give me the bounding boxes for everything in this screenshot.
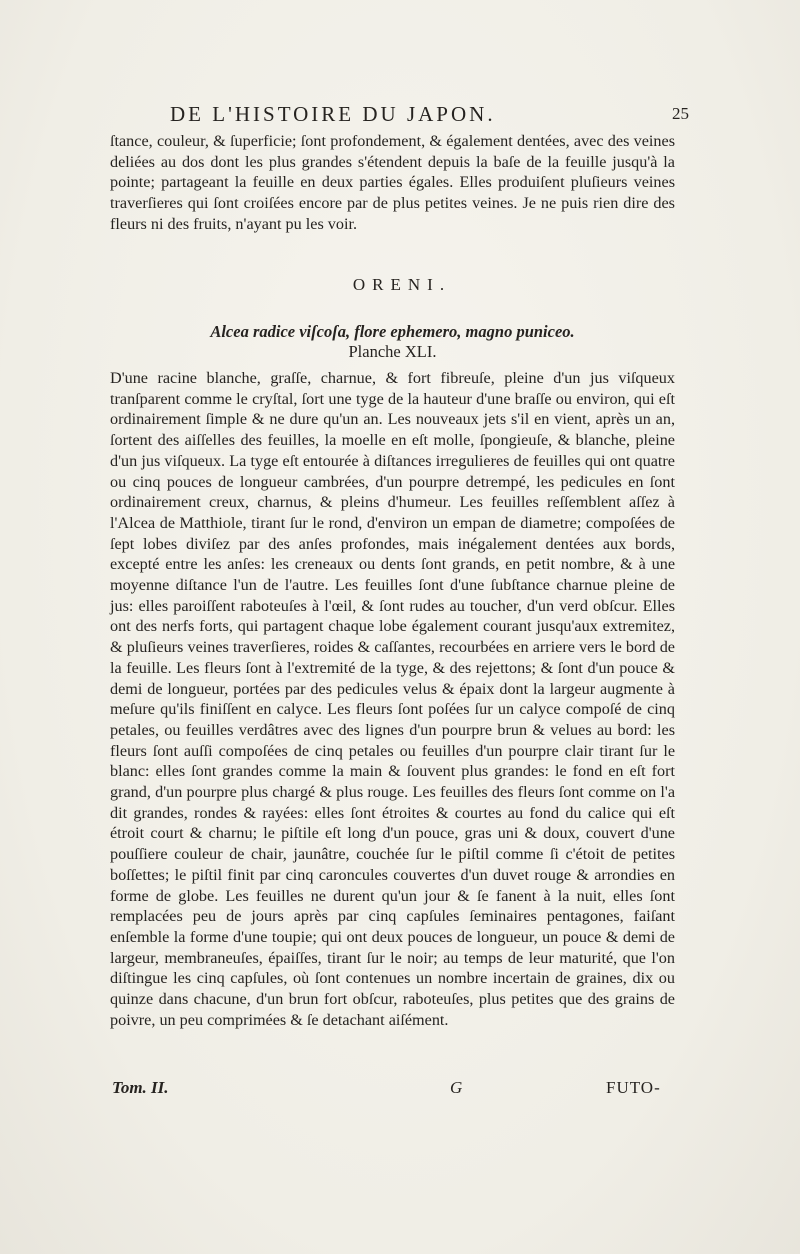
running-head [0,102,800,132]
continued-paragraph: ſtance, couleur, & ſuperficie; ſont profondement, & également dentées, avec des veines deliées au dos dont les plus grandes s'étendent depuis la baſe de la feuille jusqu'à la pointe; partageant la feuille en deux parties égales. Elles produiſent pluſieurs veines traverſieres qui ſont croiſées encore par de plus petites veines. Je ne puis rien dire des fleurs ni des fruits, n'ayant pu les voir. [110,132,675,233]
description-paragraph: D'une racine blanche, graſſe, charnue, & fort fibreuſe, pleine d'un jus viſqueux tranſparent comme le cryſtal, ſort une tyge de la hauteur d'une braſſe ou environ, qui eſt ordinairement ſimple & ne dure qu'un an. Les nouveaux jets s'il en vient, après un an, ſortent des aiſſelles des feuilles, la moelle en eſt molle, ſpongieuſe, & blanche, pleine d'un jus viſqueux. La tyge eſt entourée à diſtances irregulieres de feuilles qui ont quatre ou cinq pouces de longueur cambrées, d'un pourpre detrempé, les pedicules en ſont ordinairement creux, charnus, & pleins d'humeur. Les feuilles reſſemblent aſſez à l'Alcea de Matthiole, tirant ſur le rond, d'environ un empan de diametre; compoſées de ſept lobes diviſez par des anſes profondes, mais inégalement dentées aux bords, excepté entre les anſes: les creneaux ou dents ſont grands, en petit nombre, & à une moyenne diſtance l'un de l'autre. Les feuilles ſont d'une ſubſtance charnue pleine de jus: elles paroiſſent raboteuſes à l'œil, & ſont rudes au toucher, d'un verd obſcur. Elles ont des nerfs forts, qui partagent chaque lobe également courant jusqu'aux extremitez, & pluſieurs veines traverſieres, roides & caſſantes, recourbées en arriere vers le bord de la feuille. Les fleurs ſont à l'extremité de la tyge, & des rejettons; & ſont d'un pouce & demi de longueur, portées par des pedicules velus & épaix dont la largeur augmente à meſure qu'ils finiſſent en calyce. Les fleurs ſont poſées ſur un calyce compoſé de cinq petales, ou feuilles verdâtres avec des lignes d'un pourpre brun & velues au bord: les fleurs ſont auſſi compoſées de cinq petales ou feuilles d'un pourpre clair tirant ſur le blanc: elles ſont grandes comme la main & ſouvent plus grandes: le fond en eſt fort grand, d'un pourpre plus chargé & plus rouge. Les feuilles des fleurs ſont comme on l'a dit grandes, rondes & rayées: elles ſont étroites & courtes au fond du calice qui eſt étroit court & charnu; le piſtile eſt long d'un pouce, gras uni & doux, couvert d'une pouſſiere couleur de chair, jaunâtre, couchée ſur le piſtil comme ſi c'étoit de petites boſſettes; le piſtil finit par cinq caroncules couvertes d'un duvet rouge & arrondies en forme de globe. Les feuilles ne durent qu'un jour & ſe fanent à la nuit, elles ſont remplacées peu de jours après par cinq capſules ſeminaires pentagones, faiſant enſemble la forme d'une toupie; qui ont deux pouces de longueur, un pouce & demi de largeur, membraneuſes, épaiſſes, tirant ſur le noir; au temps de leur maturité, que l'on diſtingue les cinq capſules, où ſont contenues un nombre incertain de graines, dix ou quinze dans chacune, d'un brun fort obſcur, raboteuſes, plus petites que des grains de poivre, un peu comprimées & ſe detachant aiſément. [110,369,675,1029]
catchword: FUTO- [606,1078,661,1097]
latin-botanical-name: Alcea radice viſcoſa, flore ephemero, magno puniceo. [210,322,575,341]
plate-reference: Planche XLI. [348,342,437,361]
page-number: 25 [672,104,689,123]
running-title: DE L'HISTOIRE DU JAPON. [170,102,496,126]
section-title: ORENI. [352,275,452,294]
volume-mark: Tom. II. [112,1078,169,1097]
signature-mark: G [450,1078,463,1097]
page-footer [0,1078,800,1102]
